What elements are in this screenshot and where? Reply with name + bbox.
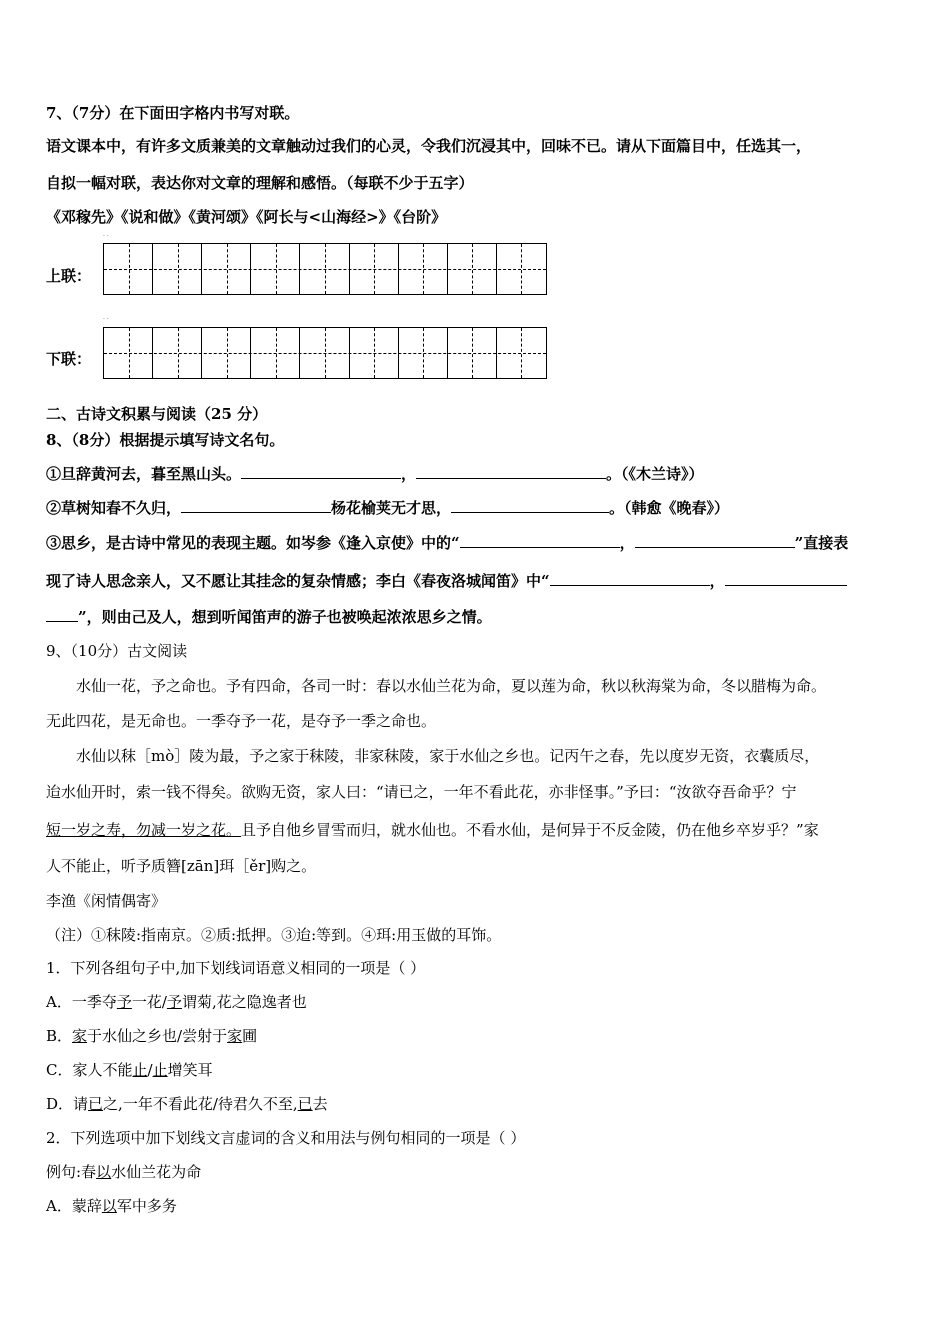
option-text: B． [46, 1027, 73, 1045]
option-underlined-word: 以 [101, 1197, 117, 1215]
passage-p2-line2: 迨水仙开时，索一钱不得矣。欲购无资，家人曰：“请已之，一年不看此花，亦非怪事。”予曰：“汝欲夺吾命乎？宁 [46, 783, 797, 801]
q8-item3-line2-separator: ， [709, 572, 725, 590]
q8-item3-line1 [46, 532, 848, 553]
grid-cell-center-line [423, 244, 424, 294]
option-text: A．一季夺 [46, 993, 117, 1011]
q8-item2-text2: 杨花榆荚无才思， [331, 499, 452, 517]
q8-item3-blank3[interactable] [550, 570, 710, 586]
grid-cell-center-line [276, 328, 277, 378]
passage-p2-line4: 人不能止，听予质簪[zān]珥［ěr]购之。 [46, 857, 317, 875]
grid-cell-center-line [129, 328, 130, 378]
grid-cell-center-line [325, 244, 326, 294]
option-underlined-word: 家 [72, 1027, 88, 1045]
q8-item3-blank4[interactable] [725, 570, 847, 586]
grid-cell-center-line [521, 328, 522, 378]
q8-item1-text: ①旦辞黄河去，暮至黑山头。 [46, 465, 242, 483]
example-text: 例句:春 [46, 1163, 97, 1181]
upper-couplet-label: 上联： [46, 267, 92, 285]
q8-item3-text: ③思乡，是古诗中常见的表现主题。如岑参《逢入京使》中的“ [46, 534, 460, 552]
q8-item3-separator: ， [619, 534, 635, 552]
grid-cell-center-line [472, 328, 473, 378]
example-text: 水仙兰花为命 [111, 1163, 202, 1181]
option-text: 之,一年不看此花/待君久不至, [103, 1095, 298, 1113]
option-underlined-word: 止 [152, 1061, 168, 1079]
q8-heading: 8、（8分）根据提示填写诗文名句。 [46, 431, 285, 449]
grid-cell-center-line [276, 244, 277, 294]
q8-item2-blank1[interactable] [181, 497, 331, 513]
passage-notes: （注）①秣陵:指南京。②质:抵押。③迨:等到。④珥:用玉做的耳饰。 [46, 926, 502, 944]
passage-p2-line3-rest: 且予自他乡冒雪而归，就水仙也。不看水仙，是何异于不反金陵，仍在他乡卒岁乎？”家 [241, 821, 819, 839]
sub2-option-a[interactable] [46, 1196, 177, 1216]
q8-item3-blank4-cont[interactable] [46, 606, 78, 622]
option-underlined-word: 予 [166, 993, 182, 1011]
option-underlined-word: 已 [297, 1095, 313, 1113]
q7-heading: 7、（7分）在下面田字格内书写对联。 [46, 104, 300, 122]
q8-item1 [46, 463, 704, 484]
option-text: D．请 [46, 1095, 89, 1113]
sub2-example [46, 1162, 201, 1182]
option-text: 去 [312, 1095, 328, 1113]
grid-cell-center-line [521, 244, 522, 294]
option-text: / [147, 1061, 153, 1079]
q8-item1-blank2[interactable] [416, 463, 606, 479]
option-text: C．家人不能 [46, 1061, 133, 1079]
q8-item3-blank1[interactable] [460, 532, 620, 548]
grid-cell-center-line [129, 244, 130, 294]
q8-item1-separator: ， [401, 465, 417, 483]
q8-item3-blank2[interactable] [635, 532, 795, 548]
q9-heading: 9、（10分）古文阅读 [46, 642, 188, 660]
option-underlined-word: 家 [227, 1027, 243, 1045]
q8-item2-source: 。（韩愈《晚春》） [609, 499, 730, 517]
sub-question-2: 2．下列选项中加下划线文言虚词的含义和用法与例句相同的一项是（ ） [46, 1129, 526, 1147]
grid-dots: · · [103, 233, 109, 240]
section2-heading: 二、古诗文积累与阅读（25 分） [46, 405, 268, 423]
passage-p1-line2: 无此四花，是无命也。一季夺予一花，是夺予一季之命也。 [46, 712, 437, 730]
option-text: 增笑耳 [167, 1061, 213, 1079]
q8-item2 [46, 497, 729, 518]
q8-item1-source: 。（《木兰诗》） [606, 465, 704, 483]
q7-description-line1: 语文课本中，有许多文质兼美的文章触动过我们的心灵，令我们沉浸其中，回味不已。请从下面篇目中，任选其一， [46, 137, 812, 155]
option-text: 谓菊,花之隐逸者也 [181, 993, 307, 1011]
q8-item3-line2-text: 现了诗人思念亲人，又不愿让其挂念的复杂情感；李白《春夜洛城闻笛》中“ [46, 572, 550, 590]
passage-underlined-sentence: 短一岁之寿，勿减一岁之花。 [46, 821, 242, 839]
option-text: 圃 [242, 1027, 258, 1045]
option-underlined-word: 已 [88, 1095, 104, 1113]
sub-question-1: 1．下列各组句子中,加下划线词语意义相同的一项是（ ） [46, 959, 426, 977]
passage-p2-line3 [46, 820, 819, 840]
passage-p2-line1: 水仙以秣［mò］陵为最，予之家于秣陵，非家秣陵，家于水仙之乡也。记丙午之春，先以度岁无资，衣囊质尽， [76, 747, 820, 765]
sub1-option-c[interactable] [46, 1060, 213, 1080]
sub1-option-d[interactable] [46, 1094, 328, 1114]
option-underlined-word: 予 [116, 993, 132, 1011]
grid-cell-center-line [227, 244, 228, 294]
example-underlined-word: 以 [96, 1163, 112, 1181]
grid-cell-center-line [178, 244, 179, 294]
grid-dots: · · [103, 316, 109, 323]
sub1-option-a[interactable] [46, 992, 307, 1012]
q7-article-titles: 《邓稼先》《说和做》《黄河颂》《阿长与<山海经>》《台阶》 [46, 208, 447, 226]
sub1-option-b[interactable] [46, 1026, 257, 1046]
passage-source: 李渔《闲情偶寄》 [46, 892, 167, 910]
grid-cell-center-line [374, 328, 375, 378]
q8-item2-blank2[interactable] [451, 497, 609, 513]
grid-cell-center-line [423, 328, 424, 378]
grid-cell-center-line [374, 244, 375, 294]
passage-p1-line1: 水仙一花，予之命也。予有四命，各司一时：春以水仙兰花为命，夏以莲为命，秋以秋海棠为命，冬以腊梅为命。 [76, 677, 827, 695]
q8-item3-tail: ”直接表 [794, 534, 849, 552]
lower-couplet-label: 下联： [46, 350, 92, 368]
q8-item3-line2 [46, 570, 847, 591]
grid-cell-center-line [227, 328, 228, 378]
q8-item3-line3-text: ”，则由己及人，想到听闻笛声的游子也被唤起浓浓思乡之情。 [78, 608, 492, 626]
option-text: 于水仙之乡也/尝射于 [87, 1027, 228, 1045]
option-text: 一花/ [131, 993, 167, 1011]
q8-item2-text1: ②草树知春不久归， [46, 499, 182, 517]
q8-item3-line3 [46, 606, 492, 627]
option-underlined-word: 止 [132, 1061, 148, 1079]
option-text: A．蒙辞 [46, 1197, 102, 1215]
grid-cell-center-line [325, 328, 326, 378]
grid-cell-center-line [178, 328, 179, 378]
upper-couplet-grid[interactable] [103, 243, 547, 295]
grid-cell-center-line [472, 244, 473, 294]
q8-item1-blank1[interactable] [241, 463, 401, 479]
lower-couplet-grid[interactable] [103, 327, 547, 379]
q7-description-line2: 自拟一幅对联，表达你对文章的理解和感悟。（每联不少于五字） [46, 174, 474, 192]
option-text: 军中多务 [116, 1197, 177, 1215]
